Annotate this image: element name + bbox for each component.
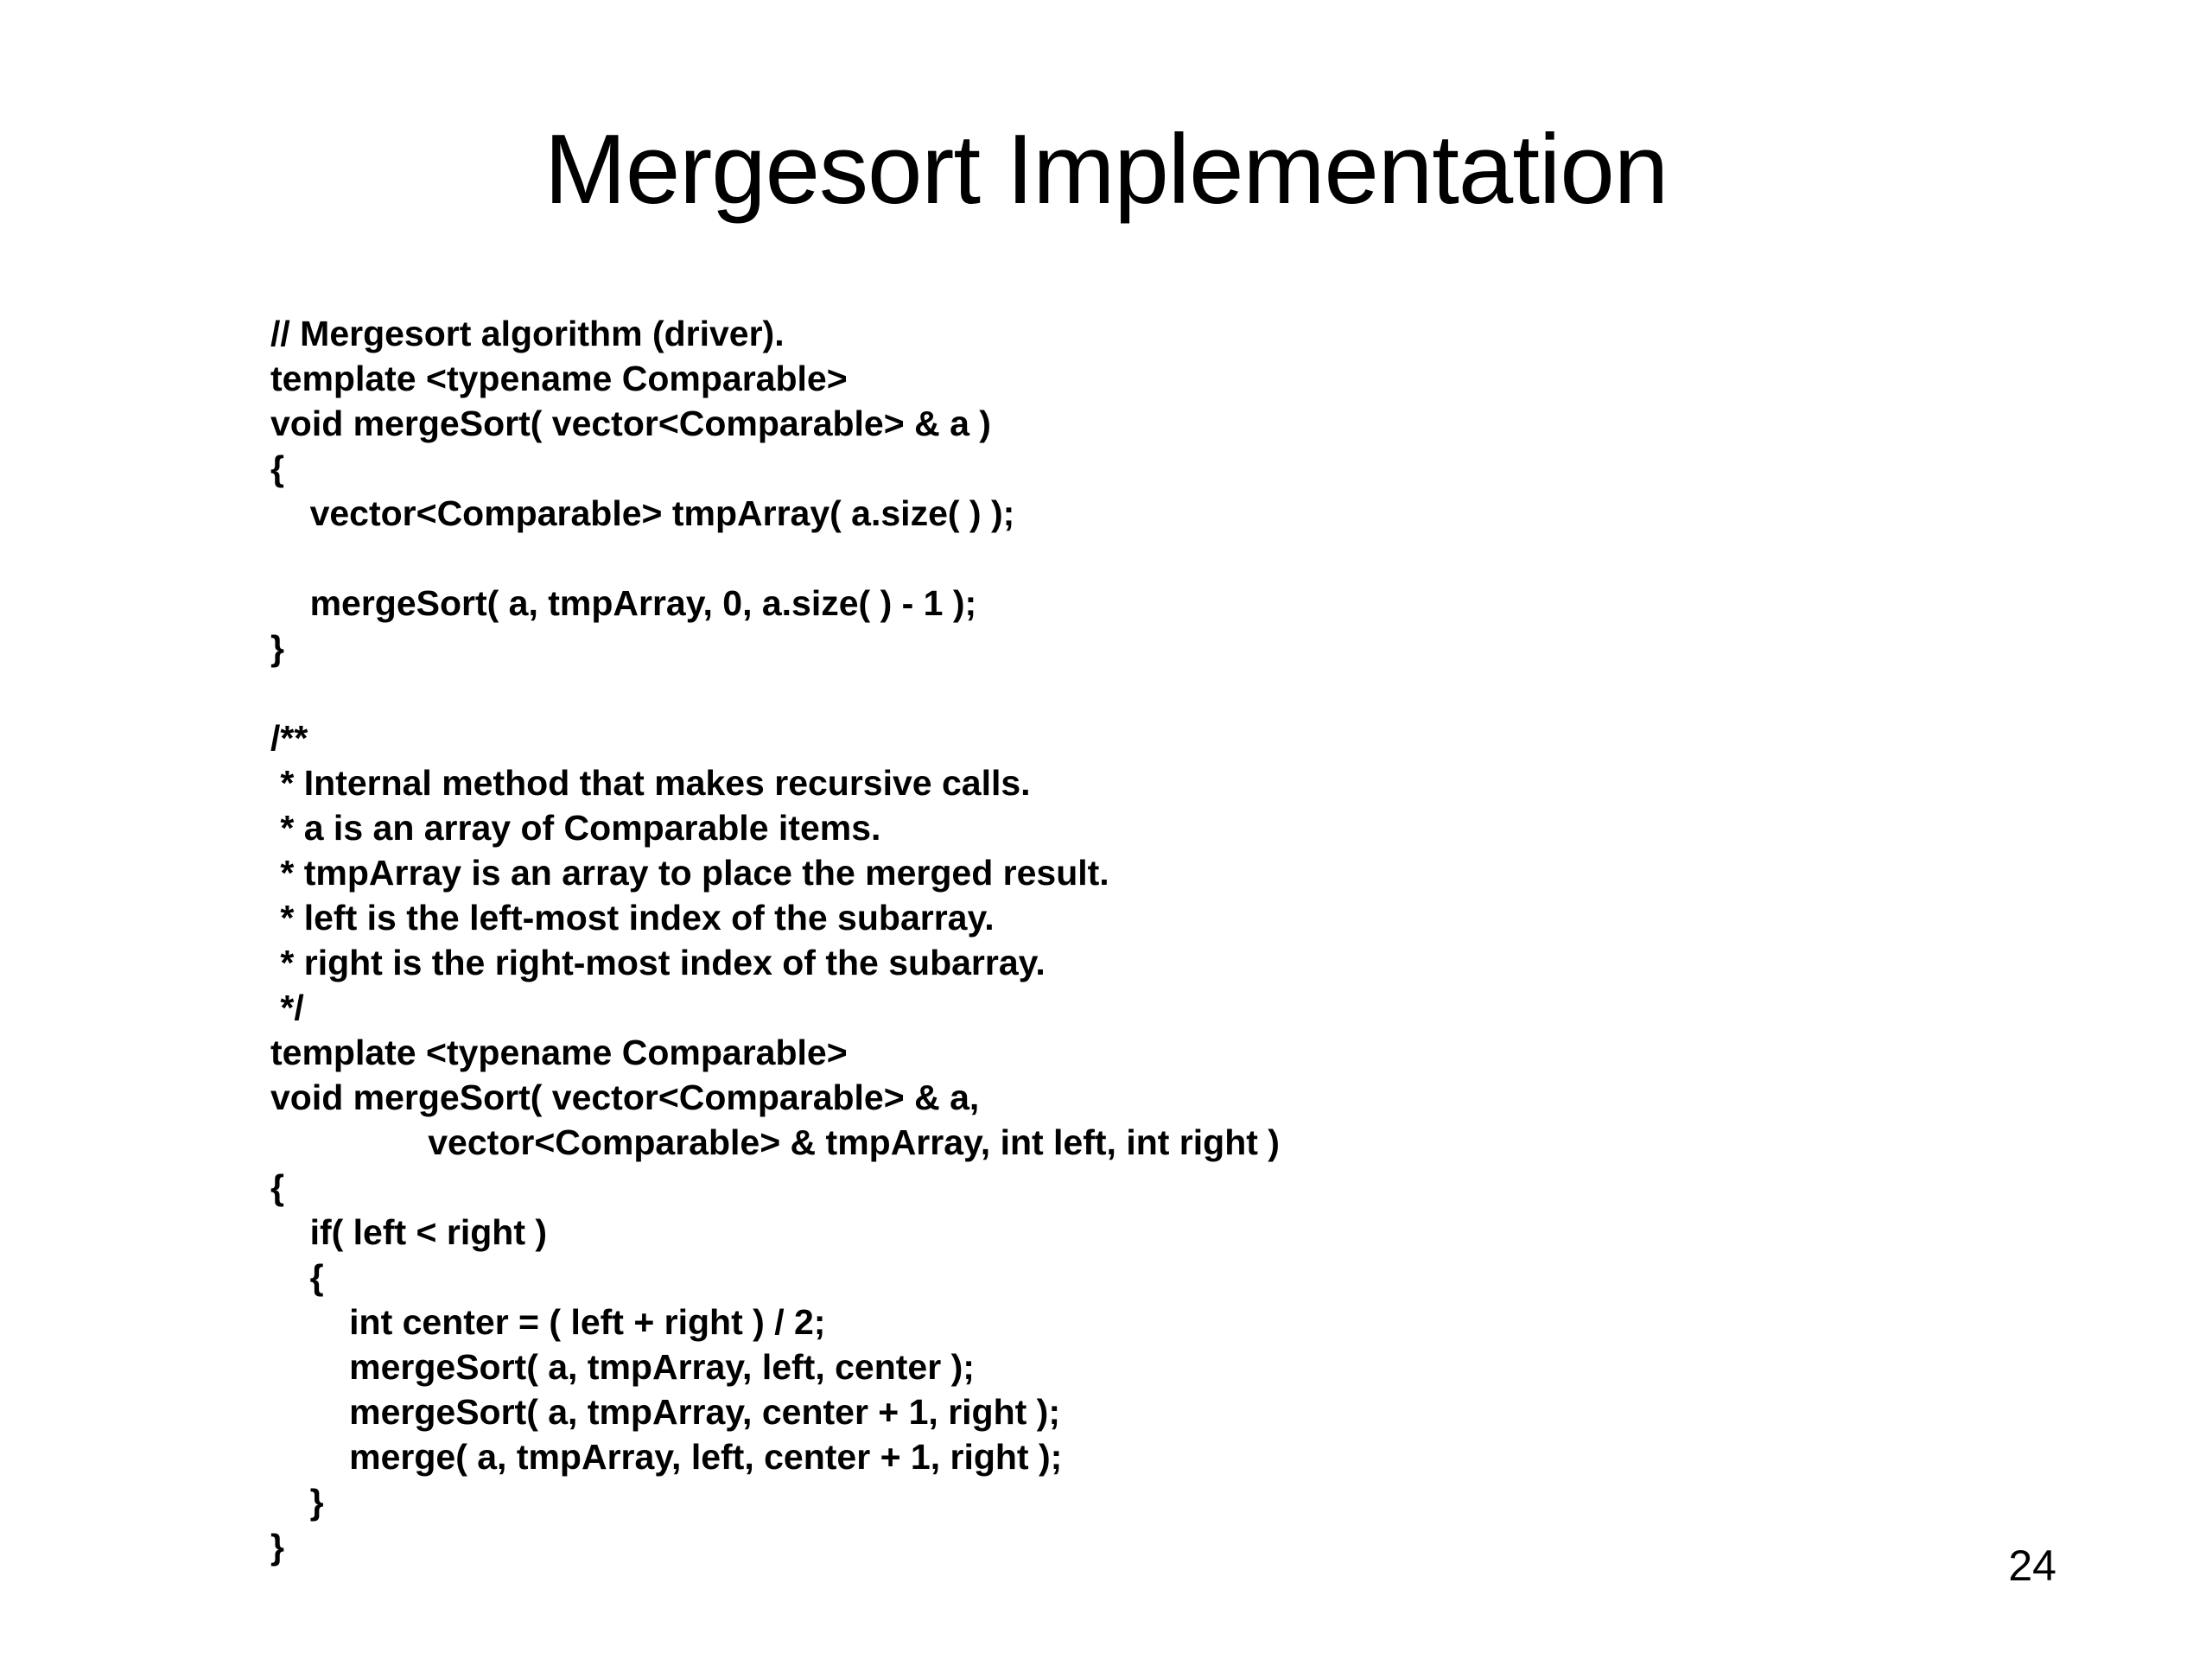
code-line: * a is an array of Comparable items.: [270, 808, 881, 848]
code-line: {: [270, 448, 284, 488]
code-line: }: [270, 628, 284, 668]
code-line: * Internal method that makes recursive calls.: [270, 763, 1031, 803]
code-line: merge( a, tmpArray, left, center + 1, right );: [270, 1437, 1063, 1477]
code-line: */: [270, 988, 304, 1027]
code-line: mergeSort( a, tmpArray, 0, a.size( ) - 1 );: [270, 583, 977, 623]
code-line: // Mergesort algorithm (driver).: [270, 314, 785, 353]
code-line-blank: [270, 536, 1826, 581]
code-line: }: [270, 1482, 324, 1522]
code-line: int center = ( left + right ) / 2;: [270, 1302, 826, 1342]
code-line-blank: [270, 671, 1826, 715]
code-line: template <typename Comparable>: [270, 359, 848, 398]
code-line: /**: [270, 718, 308, 758]
slide-title: Mergesort Implementation: [543, 115, 1669, 225]
code-line: }: [270, 1527, 284, 1567]
code-line: * tmpArray is an array to place the merged result.: [270, 853, 1109, 893]
code-line: void mergeSort( vector<Comparable> & a,: [270, 1077, 980, 1117]
code-line: * left is the left-most index of the subarray.: [270, 898, 995, 938]
code-line: vector<Comparable> tmpArray( a.size( ) );: [270, 493, 1015, 533]
code-line: if( left < right ): [270, 1212, 548, 1252]
code-line: {: [270, 1167, 284, 1207]
code-line: void mergeSort( vector<Comparable> & a ): [270, 404, 991, 443]
code-line: mergeSort( a, tmpArray, center + 1, right );: [270, 1392, 1060, 1432]
code-line: {: [270, 1257, 324, 1297]
code-line: mergeSort( a, tmpArray, left, center );: [270, 1347, 975, 1387]
code-line: * right is the right-most index of the subarray.: [270, 943, 1046, 982]
code-line: template <typename Comparable>: [270, 1033, 848, 1072]
code-block: [270, 311, 1826, 1569]
code-line: vector<Comparable> & tmpArray, int left, int right ): [270, 1122, 1280, 1162]
page-number: 24: [2008, 1541, 2056, 1590]
